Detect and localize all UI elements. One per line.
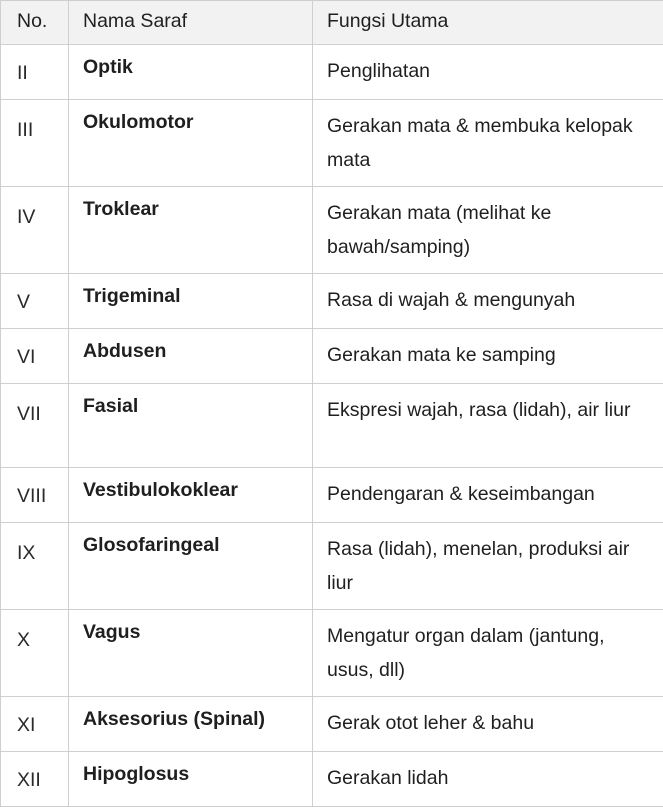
nerve-function: Gerakan mata & membuka kelopak mata — [313, 100, 663, 187]
nerve-function: Gerak otot leher & bahu — [313, 697, 663, 752]
table-row — [1, 274, 663, 329]
nerve-number: VII — [1, 384, 69, 468]
nerve-number: II — [1, 45, 69, 100]
table-row — [1, 610, 663, 697]
nerve-number: XII — [1, 752, 69, 807]
nerve-name: Okulomotor — [69, 100, 313, 187]
nerve-function: Mengatur organ dalam (jantung, usus, dll) — [313, 610, 663, 697]
table-row — [1, 468, 663, 523]
nerve-number: IX — [1, 523, 69, 610]
nerve-number: V — [1, 274, 69, 329]
nerve-name: Fasial — [69, 384, 313, 468]
table-header-row — [1, 1, 663, 45]
nerve-number: VIII — [1, 468, 69, 523]
nerve-name: Vagus — [69, 610, 313, 697]
nerve-number: III — [1, 100, 69, 187]
table-row — [1, 329, 663, 384]
nerve-name: Glosofaringeal — [69, 523, 313, 610]
nerve-name: Optik — [69, 45, 313, 100]
column-header-nerve-name: Nama Saraf — [69, 1, 313, 45]
nerve-name: Aksesorius (Spinal) — [69, 697, 313, 752]
nerve-function: Gerakan mata (melihat ke bawah/samping) — [313, 187, 663, 274]
nerve-function: Gerakan lidah — [313, 752, 663, 807]
table-row — [1, 45, 663, 100]
nerve-name: Troklear — [69, 187, 313, 274]
nerve-name: Vestibulokoklear — [69, 468, 313, 523]
nerve-function: Rasa (lidah), menelan, produksi air liur — [313, 523, 663, 610]
nerve-number: IV — [1, 187, 69, 274]
nerve-function: Rasa di wajah & mengunyah — [313, 274, 663, 329]
table-row — [1, 384, 663, 468]
nerve-name: Abdusen — [69, 329, 313, 384]
table-row — [1, 752, 663, 807]
column-header-main-function: Fungsi Utama — [313, 1, 663, 45]
table-row — [1, 697, 663, 752]
nerve-number: X — [1, 610, 69, 697]
nerve-name: Hipoglosus — [69, 752, 313, 807]
nerve-number: XI — [1, 697, 69, 752]
nerve-name: Trigeminal — [69, 274, 313, 329]
table-row — [1, 523, 663, 610]
nerve-function: Penglihatan — [313, 45, 663, 100]
nerve-function: Ekspresi wajah, rasa (lidah), air liur — [313, 384, 663, 468]
nerve-function: Gerakan mata ke samping — [313, 329, 663, 384]
table-row — [1, 100, 663, 187]
nerve-function: Pendengaran & keseimbangan — [313, 468, 663, 523]
column-header-no: No. — [1, 1, 69, 45]
nerve-number: VI — [1, 329, 69, 384]
table-row — [1, 187, 663, 274]
